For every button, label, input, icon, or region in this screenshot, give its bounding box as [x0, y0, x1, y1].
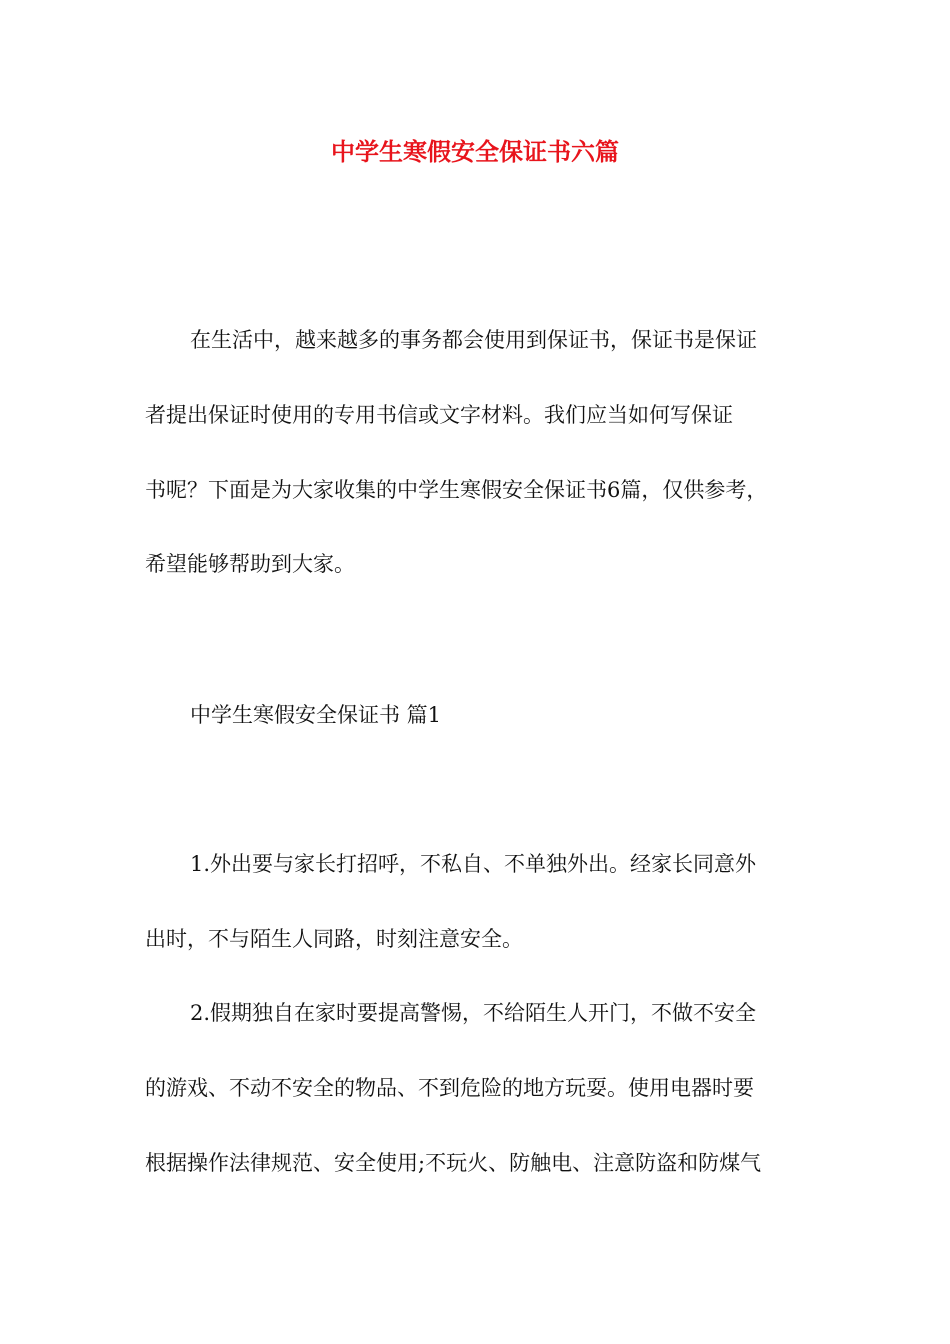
intro-line-4: 希望能够帮助到大家。 [145, 552, 355, 576]
intro-line-1: 在生活中，越来越多的事务都会使用到保证书，保证书是保证 [190, 328, 757, 352]
item-1-line-2: 出时，不与陌生人同路，时刻注意安全。 [145, 927, 523, 951]
intro-line-3: 书呢？下面是为大家收集的中学生寒假安全保证书6篇，仅供参考， [145, 478, 768, 502]
document-title: 中学生寒假安全保证书六篇 [331, 137, 619, 166]
item-2-line-3: 根据操作法律规范、安全使用;不玩火、防触电、注意防盗和防煤气 [145, 1151, 762, 1175]
item-1-line-1: 1.外出要与家长打招呼，不私自、不单独外出。经家长同意外 [190, 852, 757, 876]
section-heading: 中学生寒假安全保证书 篇1 [190, 703, 442, 727]
intro-line-2: 者提出保证时使用的专用书信或文字材料。我们应当如何写保证 [145, 403, 733, 427]
item-2-line-2: 的游戏、不动不安全的物品、不到危险的地方玩耍。使用电器时要 [145, 1076, 754, 1100]
item-2-line-1: 2.假期独自在家时要提高警惕，不给陌生人开门，不做不安全 [190, 1001, 757, 1025]
